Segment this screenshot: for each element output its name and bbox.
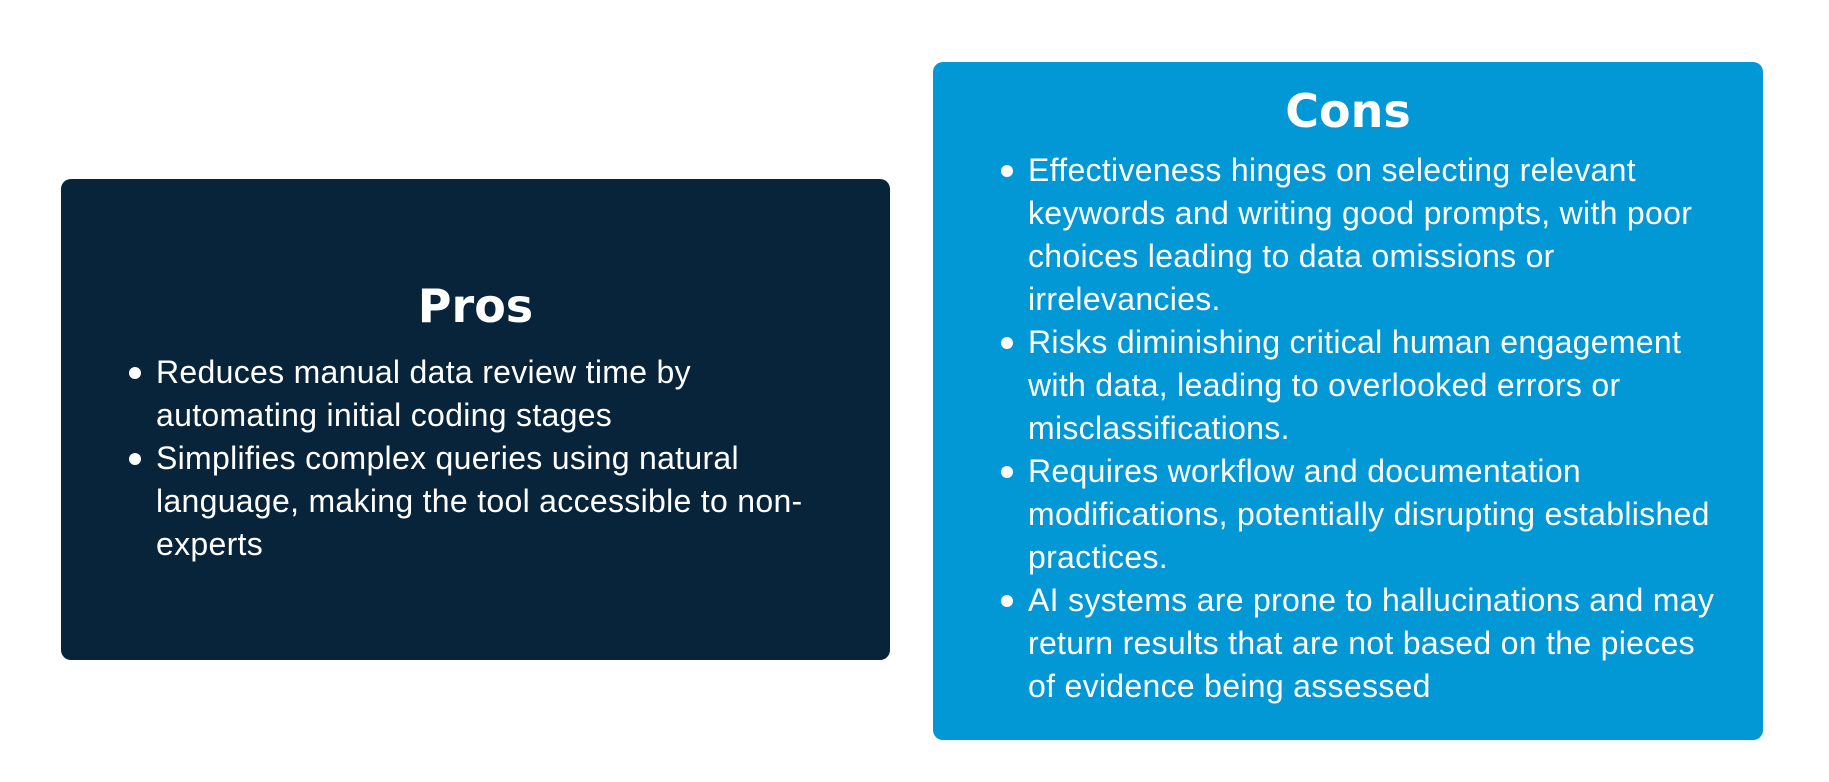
cons-item — [1001, 321, 1723, 450]
bullet-icon — [1001, 595, 1013, 607]
cons-item-text: AI systems are prone to hallucinations and may return results that are not based on the pieces of evidence being assessed — [1028, 582, 1715, 704]
pros-title: Pros — [417, 279, 534, 333]
bullet-icon — [1001, 165, 1013, 177]
cons-card — [933, 62, 1763, 740]
cons-item — [1001, 450, 1723, 579]
pros-item — [129, 351, 850, 437]
bullet-icon — [129, 453, 141, 465]
cons-item — [1001, 149, 1723, 321]
pros-list — [129, 351, 850, 566]
cons-list — [1001, 149, 1723, 708]
cons-title: Cons — [1285, 84, 1411, 138]
cons-item — [1001, 579, 1723, 708]
pros-card — [61, 179, 890, 660]
cons-item-text: Risks diminishing critical human engagement with data, leading to overlooked errors or misclassifications. — [1028, 324, 1682, 446]
bullet-icon — [1001, 337, 1013, 349]
cons-item-text: Effectiveness hinges on selecting relevant keywords and writing good prompts, with poor choices leading to data omissions or irrelevancies. — [1028, 152, 1693, 317]
pros-item — [129, 437, 850, 566]
bullet-icon — [1001, 466, 1013, 478]
bullet-icon — [129, 367, 141, 379]
pros-item-text: Reduces manual data review time by automating initial coding stages — [156, 354, 691, 433]
cons-item-text: Requires workflow and documentation modifications, potentially disrupting established practices. — [1028, 453, 1710, 575]
pros-item-text: Simplifies complex queries using natural language, making the tool accessible to non-experts — [156, 440, 803, 562]
